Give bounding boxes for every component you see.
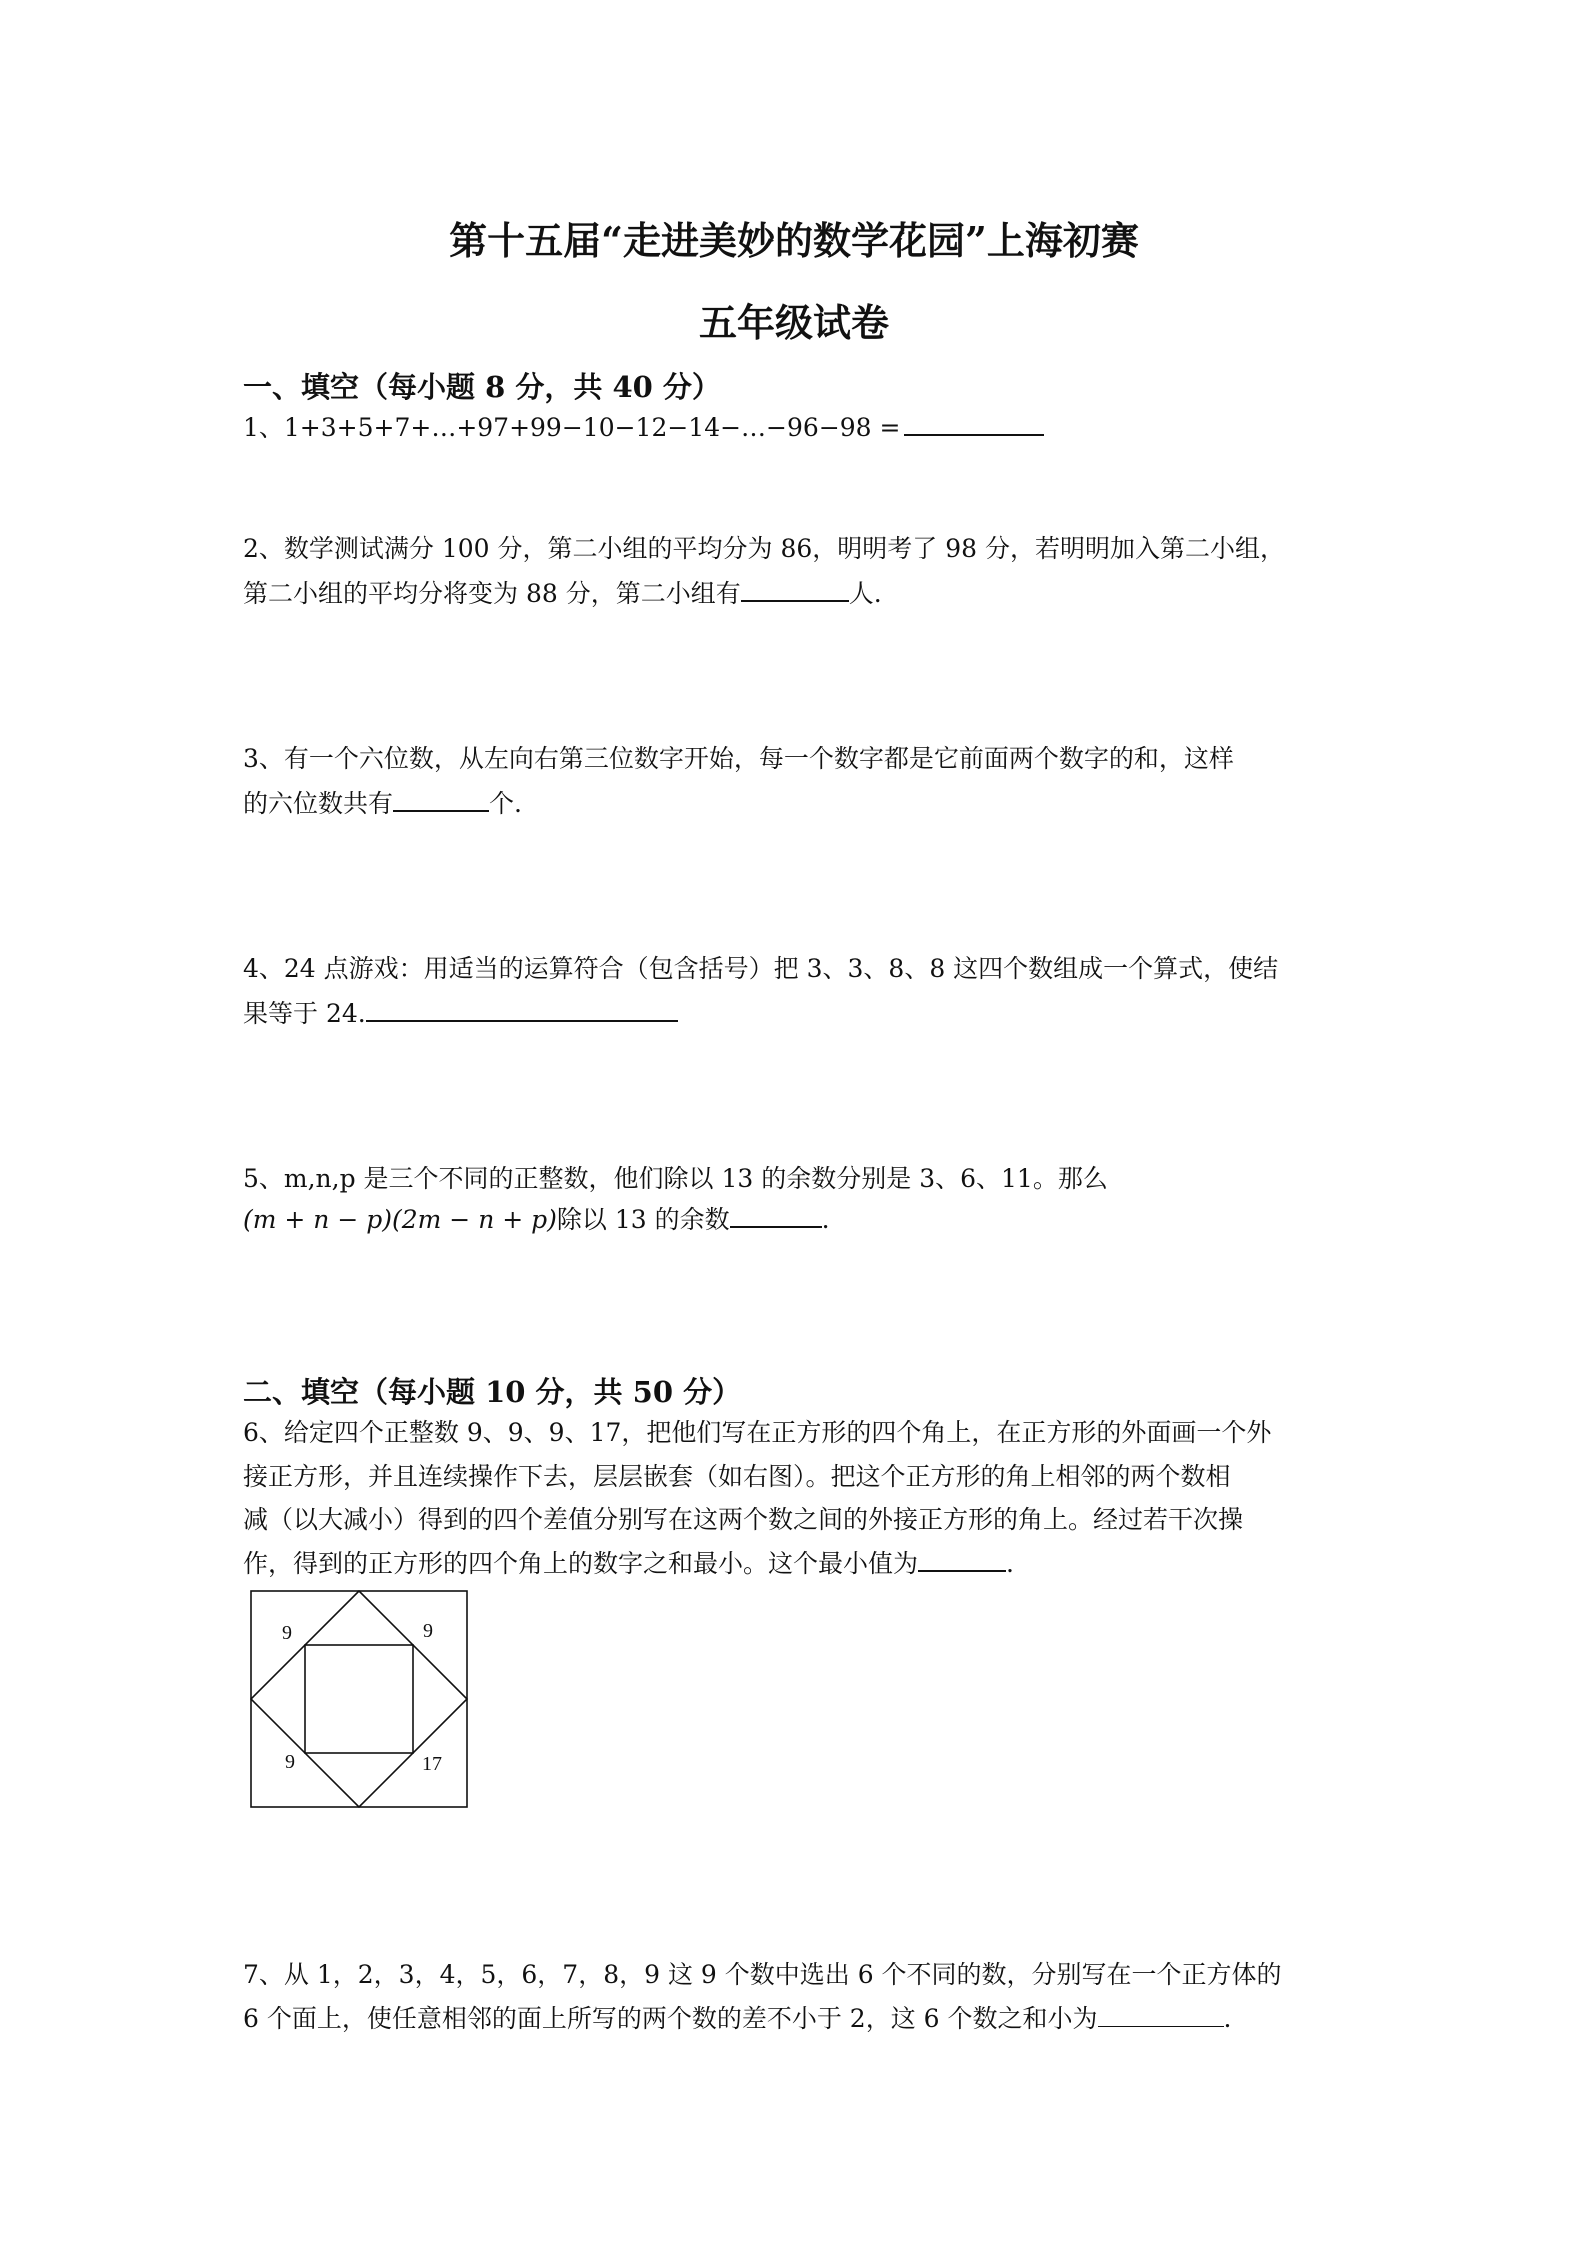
- question-1: [243, 412, 1044, 443]
- section-2-heading: 二、填空（每小题 10 分，共 50 分）: [243, 1375, 742, 1409]
- question-6-text: 作，得到的正方形的四个角上的数字之和最小。这个最小值为: [243, 1549, 919, 1578]
- inner-square: [305, 1645, 413, 1753]
- question-6-line-2: 接正方形，并且连续操作下去，层层嵌套（如右图）。把这个正方形的角上相邻的两个数相: [243, 1462, 1231, 1491]
- question-5-expression: (m + n − p)(2m − n + p): [243, 1205, 557, 1234]
- question-4-line-2: [243, 998, 678, 1029]
- question-2-line-2: [243, 578, 882, 609]
- question-6-line-3: 减（以大减小）得到的四个差值分别写在这两个数之间的外接正方形的角上。经过若干次操: [243, 1505, 1244, 1534]
- question-2-suffix: 人.: [848, 579, 882, 608]
- question-5-suffix: .: [821, 1205, 830, 1234]
- answer-blank-5[interactable]: [730, 1204, 822, 1228]
- question-6-suffix: .: [1006, 1549, 1014, 1578]
- question-7-text: 6 个面上，使任意相邻的面上所写的两个数的差不小于 2，这 6 个数之和小为: [243, 2004, 1098, 2033]
- question-3-text: 的六位数共有: [243, 789, 394, 818]
- corner-label-bottom-right: 17: [422, 1753, 442, 1775]
- answer-blank-6[interactable]: [918, 1548, 1006, 1572]
- corner-label-bottom-left: 9: [285, 1751, 295, 1773]
- answer-blank-3[interactable]: [393, 788, 489, 812]
- question-3-line-1: 3、有一个六位数，从左向右第三位数字开始，每一个数字都是它前面两个数字的和，这样: [243, 744, 1234, 773]
- question-7-line-2: [243, 2004, 1231, 2034]
- answer-blank-7[interactable]: [1098, 2004, 1224, 2027]
- answer-blank-4[interactable]: [366, 998, 678, 1022]
- question-7-suffix: .: [1223, 2004, 1232, 2033]
- page-subtitle: 五年级试卷: [698, 300, 889, 345]
- answer-blank-2[interactable]: [741, 578, 849, 602]
- question-7-line-1: 7、从 1，2，3，4，5，6，7，8，9 这 9 个数中选出 6 个不同的数，分别写在一个正方体的: [243, 1960, 1282, 1989]
- corner-label-top-right: 9: [423, 1620, 433, 1642]
- question-2-line-1: 2、数学测试满分 100 分，第二小组的平均分为 86，明明考了 98 分，若明明加入第二小组，: [243, 534, 1285, 563]
- question-5-line-1: 5、m,n,p 是三个不同的正整数，他们除以 13 的余数分别是 3、6、11。那么: [243, 1164, 1108, 1193]
- section-1-heading: 一、填空（每小题 8 分，共 40 分）: [243, 370, 721, 404]
- question-5-line-2: [243, 1204, 830, 1235]
- question-3-suffix: 个.: [489, 789, 522, 818]
- page-title: 第十五届“走进美妙的数学花园”上海初赛: [449, 218, 1139, 263]
- corner-label-top-left: 9: [282, 1622, 292, 1644]
- question-2-text: 第二小组的平均分将变为 88 分，第二小组有: [243, 579, 741, 608]
- question-6-line-4: [243, 1548, 1014, 1579]
- question-4-line-1: 4、24 点游戏：用适当的运算符合（包含括号）把 3、3、8、8 这四个数组成一个算式，使结: [243, 954, 1279, 983]
- answer-blank-1[interactable]: [904, 412, 1044, 436]
- question-1-text: 1、1+3+5+7+…+97+99−10−12−14−…−96−98 =: [243, 413, 901, 442]
- question-3-line-2: [243, 788, 522, 819]
- nested-squares-figure: [250, 1590, 470, 1810]
- question-6-line-1: 6、给定四个正整数 9、9、9、17，把他们写在正方形的四个角上，在正方形的外面画一个外: [243, 1418, 1272, 1447]
- question-5-text: 除以 13 的余数: [556, 1205, 730, 1234]
- question-4-text: 果等于 24.: [243, 999, 366, 1028]
